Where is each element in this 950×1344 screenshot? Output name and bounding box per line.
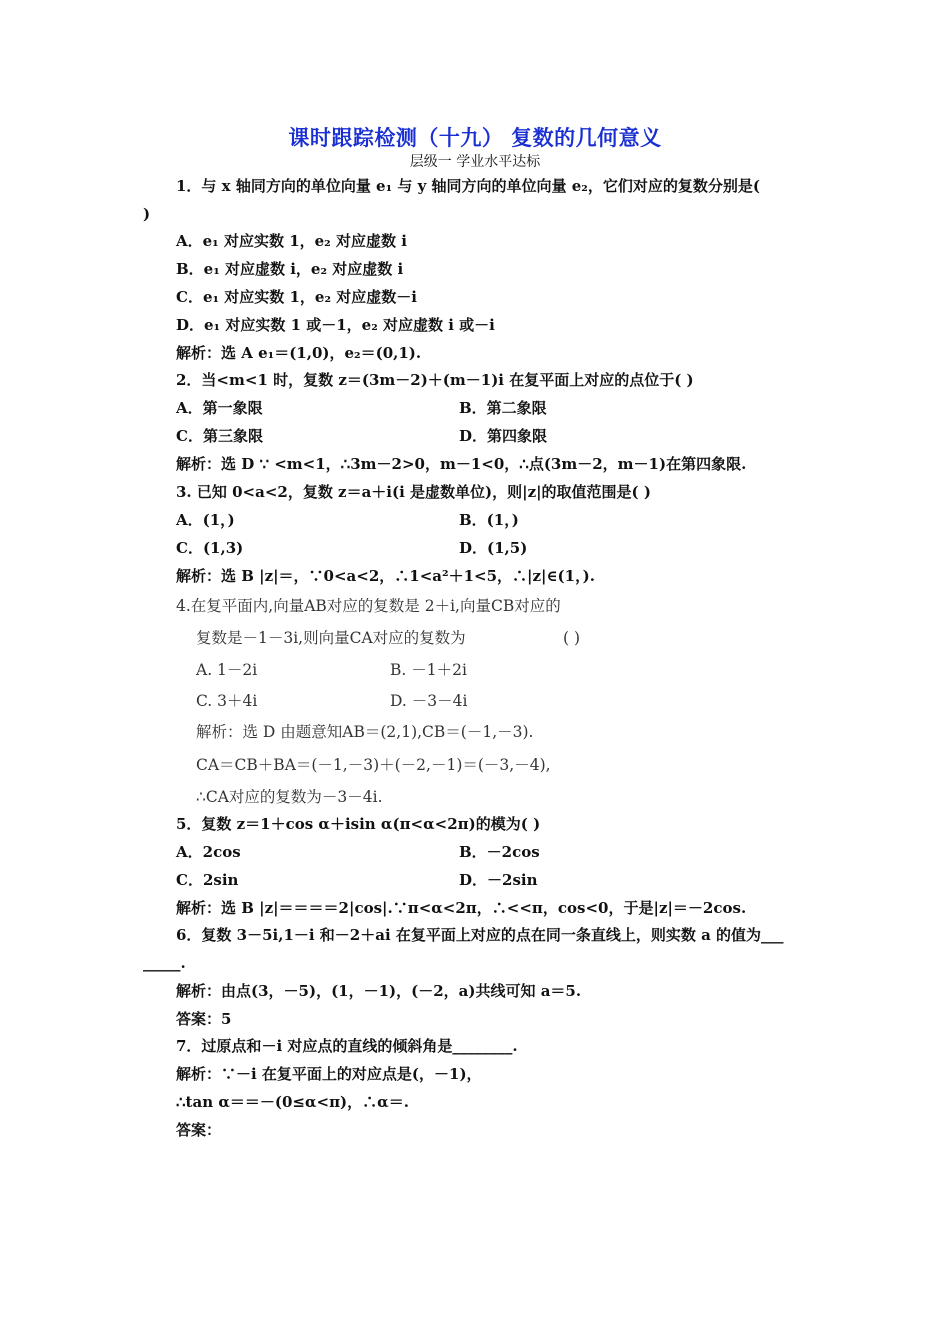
- q3-analysis: 解析：选 B |z|＝，∵0<a<2，∴1<a²＋1<5，∴|z|∈(1，).: [176, 567, 595, 585]
- q5-option-a: A．2cos: [176, 843, 241, 861]
- q3-option-d: D．(1,5): [459, 539, 528, 557]
- page-title: 课时跟踪检测（十九） 复数的几何意义: [288, 126, 662, 150]
- q3-option-b: B．(1，): [459, 511, 519, 529]
- q6-answer: 答案：5: [176, 1010, 232, 1028]
- q4-option-d: D. －3－4i: [390, 692, 468, 710]
- q4-option-b: B. －1＋2i: [390, 661, 467, 679]
- q7-stem: 7．过原点和－i 对应点的直线的倾斜角是________.: [176, 1037, 518, 1055]
- q5-option-d: D．－2sin: [459, 871, 538, 889]
- q2-stem: 2．当<m<1 时，复数 z＝(3m－2)＋(m－1)i 在复平面上对应的点位于( ): [176, 371, 694, 389]
- q4-analysis-line3: ∴CA对应的复数为－3－4i.: [196, 788, 383, 806]
- q3-stem: 3. 已知 0<a<2，复数 z＝a＋i(i 是虚数单位)，则|z|的取值范围是( ): [176, 483, 651, 501]
- q5-option-b: B．－2cos: [459, 843, 540, 861]
- q5-analysis: 解析：选 B |z|＝＝＝＝2|cos|.∵π<α<2π，∴<<π，cos<0，于是|z|＝－2cos.: [176, 899, 747, 917]
- q7-answer: 答案：: [176, 1121, 222, 1139]
- q1-option-b: B．e₁ 对应虚数 i，e₂ 对应虚数 i: [176, 260, 404, 278]
- section-subtitle: 层级一 学业水平达标: [409, 154, 541, 170]
- q4-option-a: A. 1－2i: [196, 661, 258, 679]
- q1-option-d: D．e₁ 对应实数 1 或－1，e₂ 对应虚数 i 或－i: [176, 316, 495, 334]
- q4-stem-line1: 4.在复平面内,向量AB对应的复数是 2＋i,向量CB对应的: [176, 597, 561, 615]
- q1-option-a: A．e₁ 对应实数 1，e₂ 对应虚数 i: [176, 232, 407, 250]
- q2-option-b: B．第二象限: [459, 399, 547, 417]
- q3-option-a: A．(1，): [176, 511, 235, 529]
- q2-analysis: 解析：选 D ∵ <m<1，∴3m－2>0，m－1<0，∴点(3m－2，m－1)在第四象限.: [176, 455, 747, 473]
- q2-option-d: D．第四象限: [459, 427, 548, 445]
- q4-analysis-line2: CA＝CB＋BA＝(－1,－3)＋(－2,－1)＝(－3,－4),: [196, 756, 551, 774]
- q4-stem-line2: 复数是－1－3i,则向量CA对应的复数为: [196, 629, 466, 647]
- q7-analysis-line1: 解析：∵－i 在复平面上的对应点是(，－1)，: [176, 1065, 482, 1083]
- q4-option-c: C. 3＋4i: [196, 692, 258, 710]
- q1-option-c: C．e₁ 对应实数 1，e₂ 对应虚数－i: [176, 288, 417, 306]
- q6-analysis: 解析：由点(3，－5)，(1，－1)，(－2，a)共线可知 a＝5.: [176, 982, 582, 1000]
- q3-option-c: C．(1,3): [176, 539, 244, 557]
- q5-stem: 5．复数 z＝1＋cos α＋isin α(π<α<2π)的模为( ): [176, 815, 541, 833]
- q2-option-c: C．第三象限: [176, 427, 263, 445]
- q2-option-a: A．第一象限: [176, 399, 263, 417]
- q4-analysis-line1: 解析：选 D 由题意知AB＝(2,1),CB＝(－1,－3).: [196, 723, 534, 741]
- q1-analysis: 解析：选 A e₁＝(1,0)，e₂＝(0,1).: [176, 344, 422, 362]
- q5-option-c: C．2sin: [176, 871, 239, 889]
- q4-answer-paren: ( ): [563, 629, 581, 647]
- q7-analysis-line2: ∴tan α＝＝－(0≤α<π)，∴α＝.: [176, 1093, 409, 1111]
- q6-stem: 6．复数 3－5i,1－i 和－2＋ai 在复平面上对应的点在同一条直线上，则实数 a 的值为___: [176, 926, 784, 944]
- q1-stem: 1．与 x 轴同方向的单位向量 e₁ 与 y 轴同方向的单位向量 e₂，它们对应的复数分别是(: [176, 177, 760, 195]
- q6-stem-end: _____.: [143, 954, 186, 972]
- q1-stem-end: ): [143, 205, 151, 223]
